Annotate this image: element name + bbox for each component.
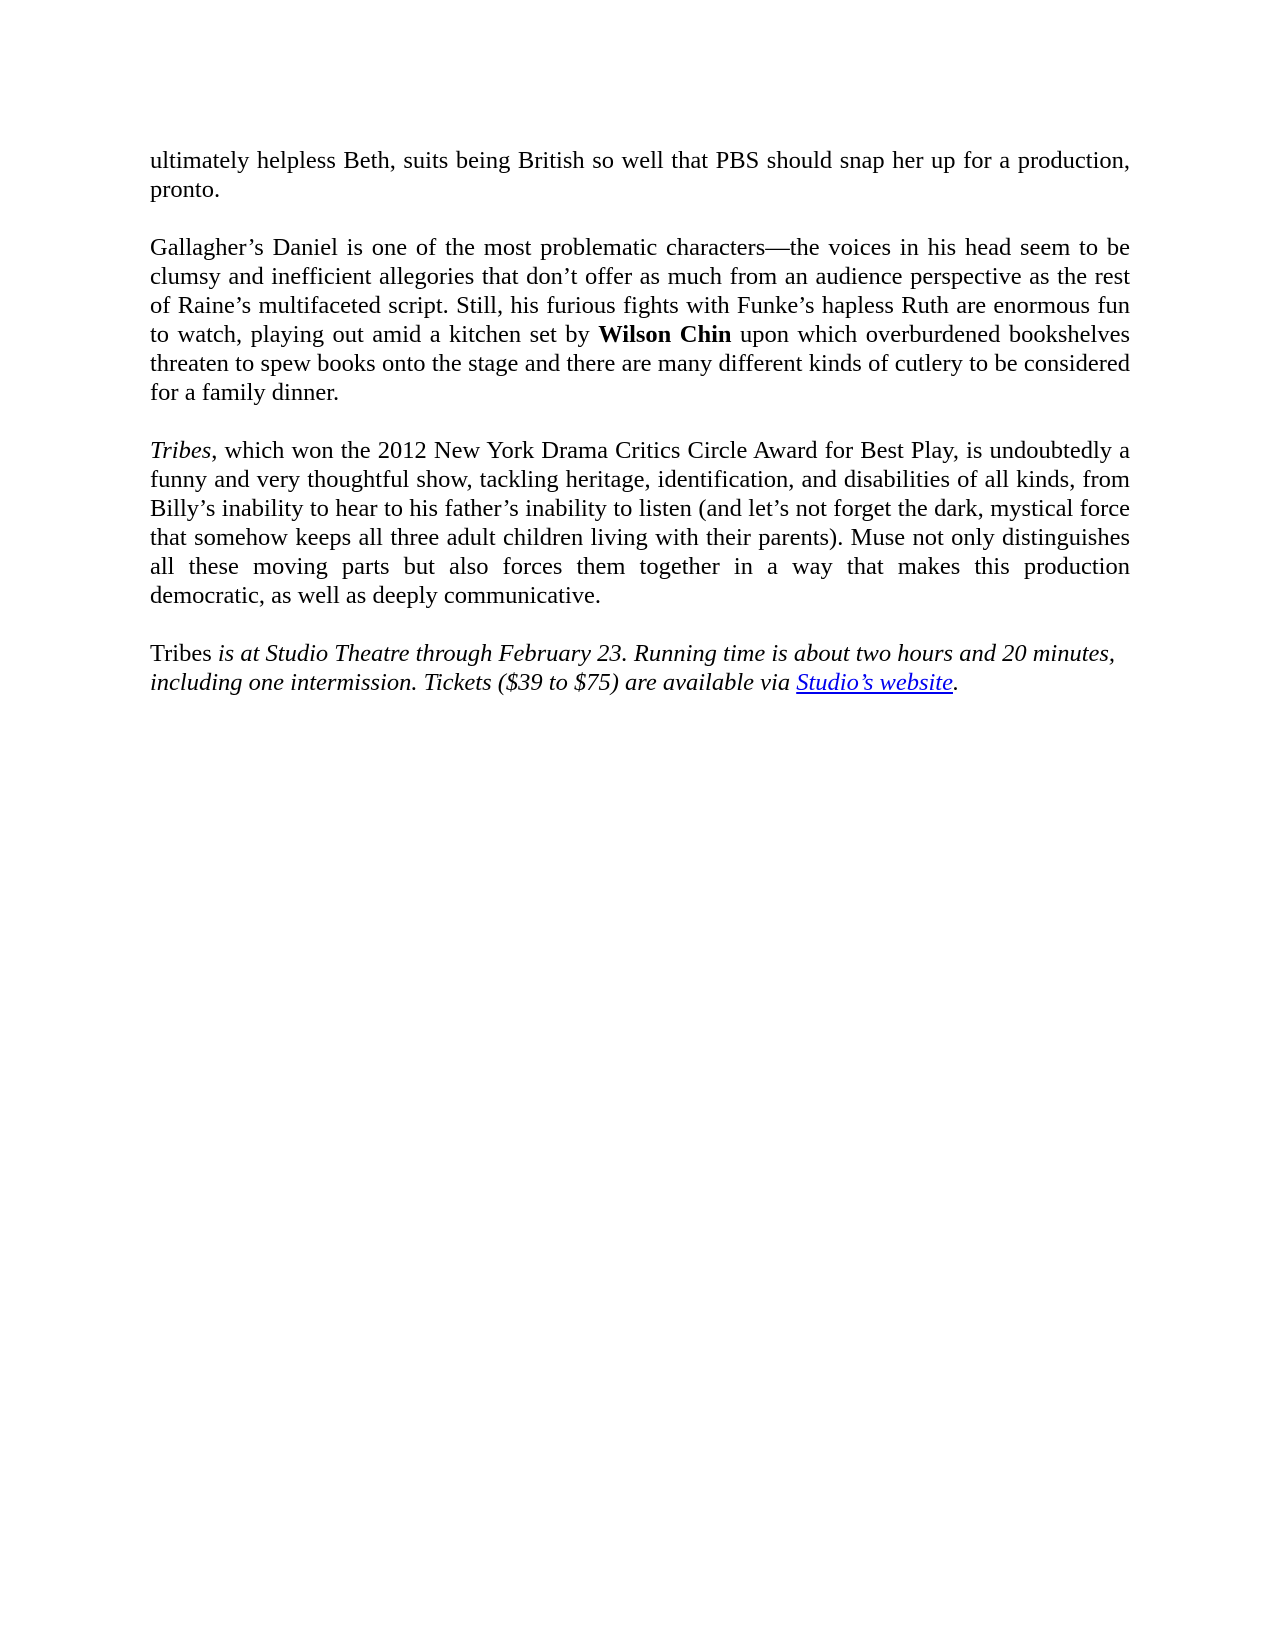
paragraph-tribes-review-text: , which won the 2012 New York Drama Critics Circle Award for Best Play, is undoubtedly a funny and very thoughtful show, tackling heritage, identification, and disabilities of all kinds, from Billy’s inability to hear to his father’s inability to listen (and let’s not forget the dark, mystical force that somehow keeps all three adult children living with their parents). Muse not only distinguishes all these moving parts but also forces them together in a way that makes this production democratic, as well as deeply communicative.: [150, 437, 1130, 609]
paragraph-beth-text: ultimately helpless Beth, suits being British so well that PBS should snap her up for a production, pronto.: [150, 147, 1130, 203]
studio-website-link[interactable]: Studio’s website: [796, 669, 953, 696]
show-info-text: is at Studio Theatre through February 23. Running time is about two hours and 20 minutes, including one intermission. Tickets ($39 to $75) are available via: [150, 640, 1116, 696]
paragraph-beth: [150, 146, 1130, 204]
designer-name: Wilson Chin: [598, 321, 732, 348]
show-info-title: Tribes: [150, 640, 212, 667]
paragraph-show-info: [150, 639, 1130, 697]
play-title: Tribes: [150, 437, 212, 464]
paragraph-daniel-text-end: upon which overburdened bookshelves threaten to spew books onto the stage and there are many different kinds of cutlery to be considered for a family dinner.: [150, 321, 1130, 406]
paragraph-daniel-text-start: Gallagher’s Daniel is one of the most problematic characters—the voices in his head seem to be clumsy and inefficient allegories that don’t offer as much from an audience perspective as the rest of Raine’s multifaceted script. Still, his furious fights with Funke’s hapless Ruth are enormous fun to watch, playing out amid a kitchen set by: [150, 234, 1130, 348]
show-info-end: .: [952, 669, 960, 696]
paragraph-tribes-review: [150, 436, 1130, 610]
document-page: [150, 146, 1130, 726]
paragraph-daniel: [150, 233, 1130, 407]
